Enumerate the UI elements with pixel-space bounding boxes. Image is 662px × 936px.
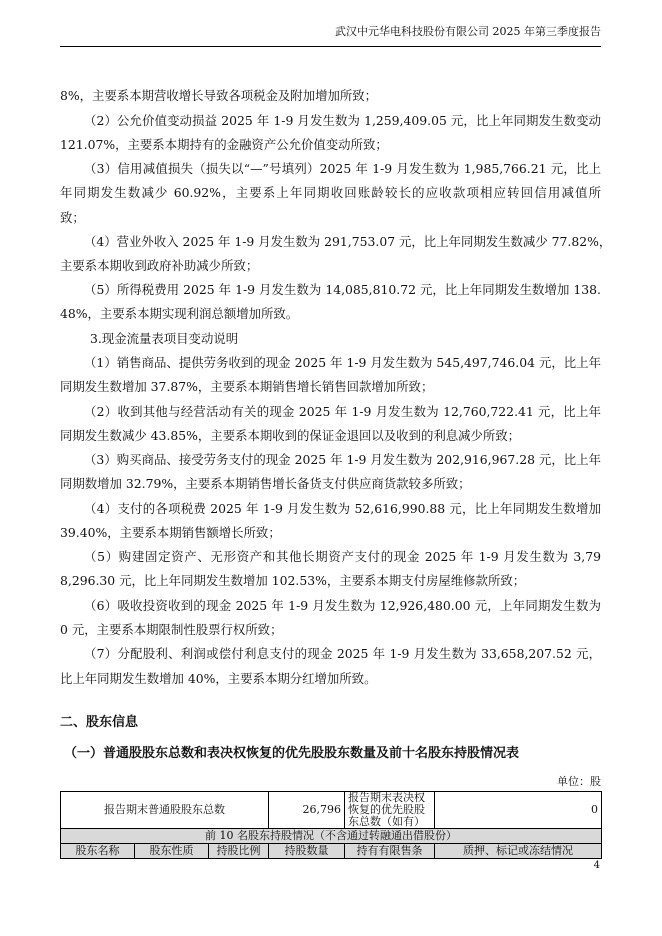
body-line: 48%，主要系本期实现利润总额增加所致。 xyxy=(60,306,299,321)
body-line: （5）购建固定资产、无形资产和其他长期资产支付的现金 2025 年 1-9 月发生数为 3,79 xyxy=(84,549,601,564)
body-line: 致； xyxy=(60,210,85,225)
table-row xyxy=(61,829,602,844)
section-title: 二、股东信息 xyxy=(60,715,139,730)
body-line: 同期发生数增加 37.87%，主要系本期销售增长销售回款增加所致； xyxy=(60,379,434,394)
body-line: （5）所得税费用 2025 年 1-9 月发生数为 14,085,810.72 元，比上年同期发生数增加 138. xyxy=(84,282,601,297)
body-line: 39.40%，主要系本期销售额增长所致； xyxy=(60,525,281,540)
table-header-row xyxy=(61,844,602,859)
body-line: （3）信用减值损失（损失以“—”号填列）2025 年 1-9 月发生数为 1,985,766.21 元，比上 xyxy=(84,161,601,176)
total-shareholders-label: 报告期末普通股股东总数 xyxy=(61,792,269,829)
shareholder-table xyxy=(60,791,602,859)
col-header-nature: 股东性质 xyxy=(135,844,209,859)
body-line: 同期数增加 32.79%，主要系本期销售增长备货支付供应商货款较多所致； xyxy=(60,476,471,491)
body-line: 年同期发生数减少 60.92%，主要系上年同期收回账龄较长的应收款项相应转回信用减值所 xyxy=(60,185,601,200)
unit-label: 单位：股 xyxy=(557,775,601,788)
body-line: 121.07%，主要系本期持有的金融资产公允价值变动所致； xyxy=(60,137,388,152)
body-line: 8%，主要系本期营收增长导致各项税金及附加增加所致； xyxy=(60,88,378,103)
body-line: （3）购买商品、接受劳务支付的现金 2025 年 1-9 月发生数为 202,916,967.28 元，比上年 xyxy=(84,452,601,467)
body-line: 比上年同期发生数增加 40%，主要系本期分红增加所致。 xyxy=(60,671,377,686)
col-header-pledge: 质押、标记或冻结情况 xyxy=(435,844,602,859)
col-header-name: 股东名称 xyxy=(61,844,135,859)
page-number: 4 xyxy=(593,860,600,871)
body-line: （4）营业外收入 2025 年 1-9 月发生数为 291,753.07 元，比上年同期发生数减少 77.82%， xyxy=(84,234,612,249)
body-line: （2）收到其他与经营活动有关的现金 2025 年 1-9 月发生数为 12,760,722.41 元，比上年 xyxy=(84,404,601,419)
col-header-quantity: 持股数量 xyxy=(269,844,345,859)
body-line: （1）销售商品、提供劳务收到的现金 2025 年 1-9 月发生数为 545,497,746.04 元，比上年 xyxy=(84,355,601,370)
body-line: 主要系本期收到政府补助减少所致； xyxy=(60,258,259,273)
body-line: 8,296.30 元，比上年同期发生数增加 102.53%，主要系本期支付房屋维修款所致； xyxy=(60,573,526,588)
col-header-ratio: 持股比例 xyxy=(209,844,269,859)
section-subtitle: （一）普通股股东总数和表决权恢复的优先股股东数量及前十名股东持股情况表 xyxy=(64,746,520,761)
total-shareholders-value: 26,796 xyxy=(269,792,345,829)
pref-shareholders-value: 0 xyxy=(435,792,602,829)
body-line: 0 元，主要系本期限制性股票行权所致； xyxy=(60,622,283,637)
section-subheading: 3.现金流量表项目变动说明 xyxy=(90,331,239,346)
body-line: （4）支付的各项税费 2025 年 1-9 月发生数为 52,616,990.88 元，比上年同期发生数增加 xyxy=(84,501,601,516)
header-title: 武汉中元华电科技股份有限公司 2025 年第三季度报告 xyxy=(335,25,601,38)
body-line: 同期发生数减少 43.85%，主要系本期收到的保证金退回以及收到的利息减少所致； xyxy=(60,428,521,443)
body-line: （2）公允价值变动损益 2025 年 1-9 月发生数为 1,259,409.05 元，比上年同期发生数变动 xyxy=(84,113,601,128)
table-row xyxy=(61,792,602,829)
pref-shareholders-label: 报告期末表决权恢复的优先股股东总数（如有） xyxy=(345,792,435,829)
body-line: （7）分配股利、利润或偿付利息支付的现金 2025 年 1-9 月发生数为 33,658,207.52 元， xyxy=(84,646,601,661)
col-header-restricted: 持有有限售条 xyxy=(345,844,435,859)
top10-caption: 前 10 名股东持股情况（不含通过转融通出借股份） xyxy=(61,829,602,844)
page-header xyxy=(60,20,601,47)
body-line: （6）吸收投资收到的现金 2025 年 1-9 月发生数为 12,926,480.00 元，上年同期发生数为 xyxy=(84,598,601,613)
